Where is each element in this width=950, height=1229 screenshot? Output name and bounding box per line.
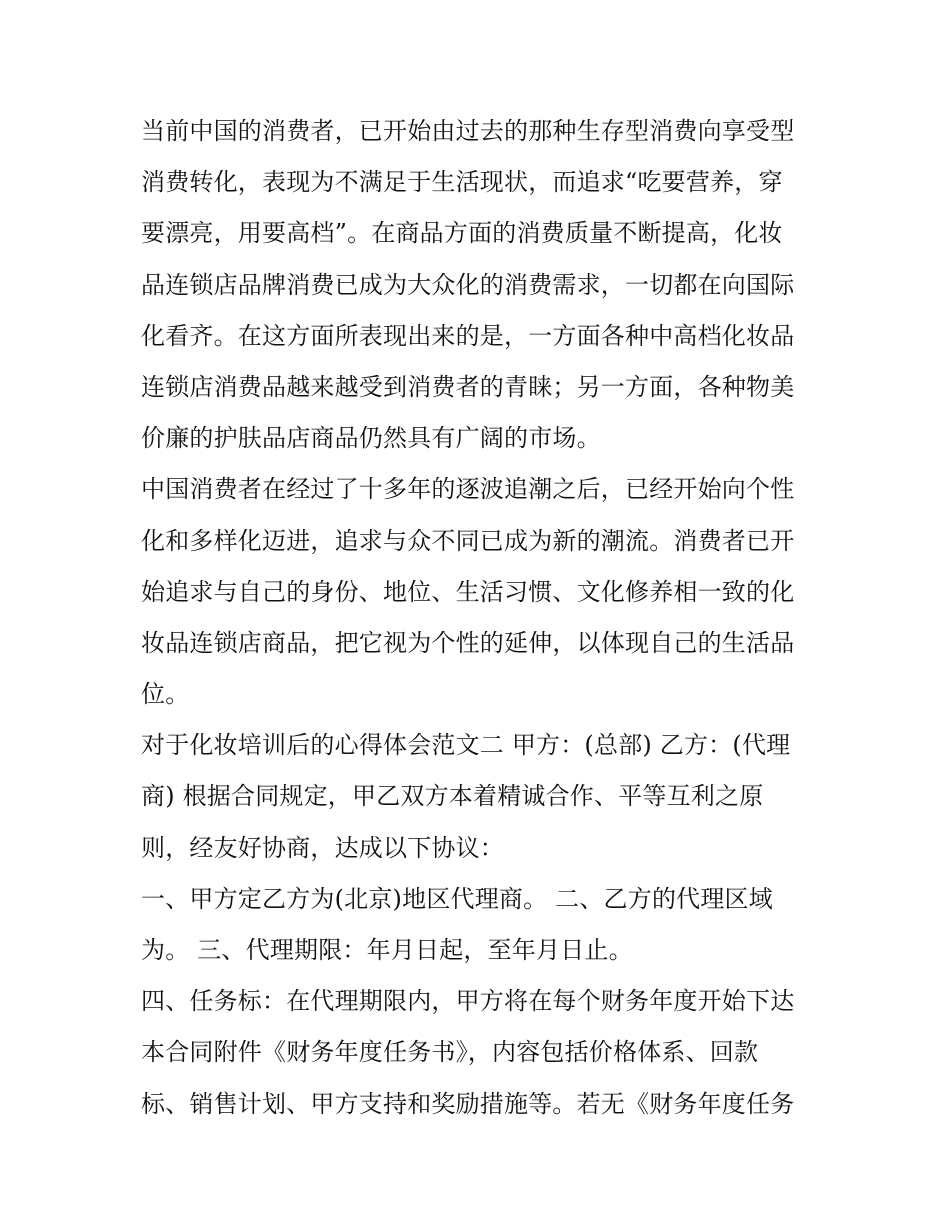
text-line: 始追求与自己的身份、地位、生活习惯、文化修养相一致的化 <box>141 577 795 606</box>
text-line: 化和多样化迈进，追求与众不同已成为新的潮流。消费者已开 <box>141 526 795 555</box>
text-line: 价廉的护肤品店商品仍然具有广阔的市场。 <box>141 424 601 453</box>
text-line: 为。 三、代理期限：年月日起，至年月日止。 <box>141 936 633 964</box>
paragraph-personalization <box>141 464 821 720</box>
text-line: 位。 <box>141 680 190 709</box>
text-line: 连锁店消费品越来越受到消费者的青睐；另一方面，各种物美 <box>141 372 795 401</box>
paragraph-consumer-trend <box>141 106 821 464</box>
text-line: 化看齐。在这方面所表现出来的是，一方面各种中高档化妆品 <box>141 321 795 350</box>
paragraph-agreement-intro <box>141 720 821 874</box>
text-line: 四、任务标：在代理期限内，甲方将在每个财务年度开始下达 <box>141 987 795 1016</box>
paragraph-clause-4 <box>141 976 821 1130</box>
text-line: 标、销售计划、甲方支持和奖励措施等。若无《财务年度任务 <box>141 1089 795 1118</box>
text-line: 中国消费者在经过了十多年的逐波追潮之后，已经开始向个性 <box>141 475 795 504</box>
text-line: 商) 根据合同规定，甲乙双方本着精诚合作、平等互利之原 <box>141 782 764 811</box>
paragraph-clauses-1-3 <box>141 874 821 976</box>
text-line: 妆品连锁店商品，把它视为个性的延伸，以体现自己的生活品 <box>141 628 795 657</box>
text-line: 要漂亮，用要高档”。在商品方面的消费质量不断提高，化妆 <box>141 219 783 248</box>
text-line: 品连锁店品牌消费已成为大众化的消费需求，一切都在向国际 <box>141 270 795 299</box>
text-line: 当前中国的消费者，已开始由过去的那种生存型消费向享受型 <box>141 117 795 145</box>
text-line: 本合同附件《财务年度任务书》，内容包括价格体系、回款 <box>141 1038 759 1067</box>
text-line: 一、甲方定乙方为(北京)地区代理商。 二、乙方的代理区域 <box>141 884 773 913</box>
text-line: 对于化妆培训后的心得体会范文二 甲方：(总部) 乙方：(代理 <box>141 731 791 760</box>
text-line: 则，经友好协商，达成以下协议： <box>141 833 504 862</box>
text-line: 消费转化，表现为不满足于生活现状，而追求“吃要营养，穿 <box>141 168 783 197</box>
document-body <box>141 106 821 1130</box>
